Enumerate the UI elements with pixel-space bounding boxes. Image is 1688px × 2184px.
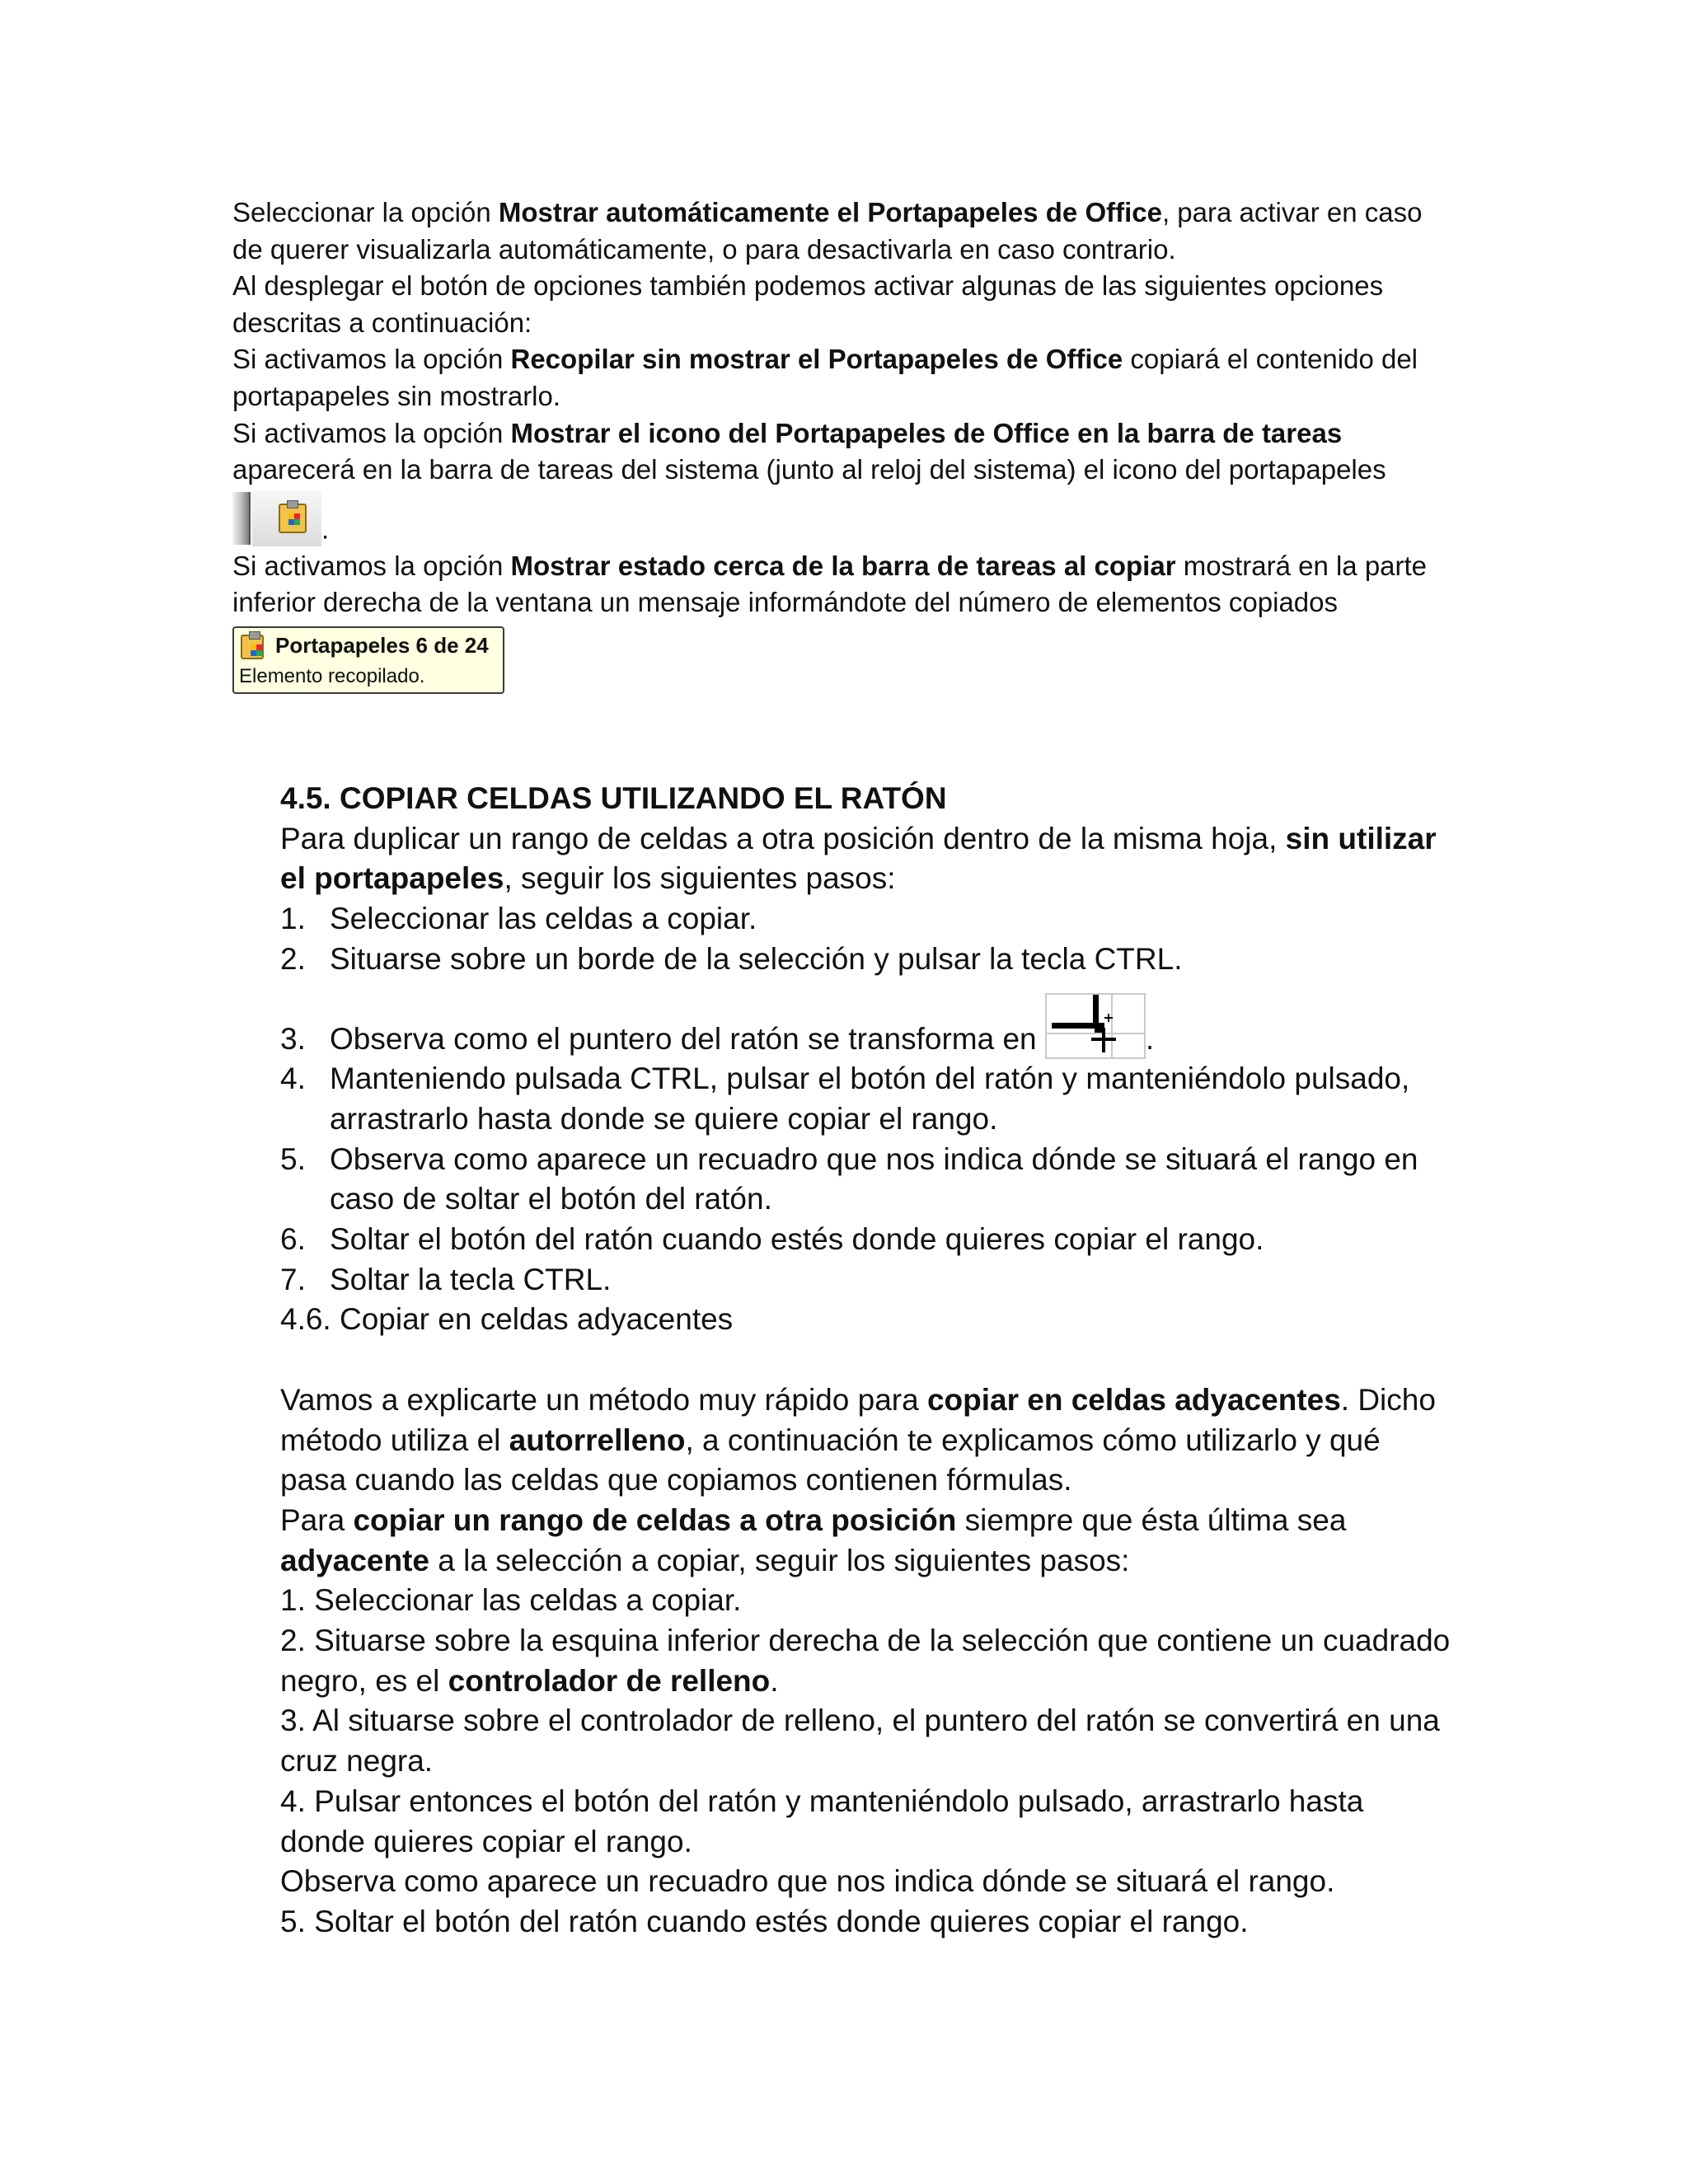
bold-option-name: Mostrar estado cerca de la barra de tareas al copiar	[510, 550, 1176, 581]
text: mostrará en la parte inferior derecha de la ventana un mensaje informándote del número de elementos copiados	[232, 550, 1428, 618]
clipboard-tray-icon	[232, 489, 321, 548]
section-intro	[280, 819, 1451, 899]
bold-option-name: Mostrar automáticamente el Portapapeles de Office	[498, 197, 1162, 227]
text: 2. Situarse sobre la esquina inferior derecha de la selección que contiene un cuadrado negro, es el	[280, 1624, 1451, 1698]
list-text: Observa como aparece un recuadro que nos indica dónde se situará el rango en caso de soltar el botón del ratón.	[330, 1141, 1418, 1216]
plus-v	[1102, 1028, 1105, 1052]
copy-cursor-icon	[1045, 993, 1146, 1059]
list-text: Observa como el puntero del ratón se transforma en	[330, 1021, 1045, 1056]
bold-text: controlador de relleno	[448, 1663, 771, 1698]
list-item	[280, 1220, 1451, 1260]
step-3: 3. Al situarse sobre el controlador de relleno, el puntero del ratón se convertirá en una cruz negra.	[280, 1704, 1440, 1779]
section-heading: 4.5. COPIAR CELDAS UTILIZANDO EL RATÓN	[280, 781, 947, 815]
list-text: Soltar el botón del ratón cuando estés donde quieres copiar el rango.	[330, 1222, 1264, 1257]
steps-list	[280, 899, 1451, 1300]
step-1: 1. Seleccionar las celdas a copiar.	[280, 1583, 742, 1618]
paragraph-auto-show	[232, 194, 1452, 268]
paragraph-copy-range	[280, 1501, 1451, 1581]
list-item	[280, 940, 1451, 980]
list-number: 2.	[280, 941, 306, 976]
top-section	[232, 194, 1452, 694]
bold-option-name: Recopilar sin mostrar el Portapapeles de Office	[510, 344, 1123, 375]
text: Si activamos la opción	[232, 550, 511, 581]
bold-text: copiar en celdas adyacentes	[926, 1382, 1341, 1417]
text: Vamos a explicarte un método muy rápido para	[280, 1382, 927, 1417]
text: , a continuación te explicamos cómo utilizarlo y qué pasa cuando las celdas que copiamos contienen fórmulas.	[280, 1422, 1381, 1497]
list-item	[280, 1260, 1451, 1301]
toast-text: Elemento recopilado.	[239, 664, 425, 687]
subheading: 4.6. Copiar en celdas adyacentes	[280, 1302, 734, 1337]
list-number: 6.	[280, 1222, 306, 1257]
border-h	[1052, 1023, 1096, 1029]
paragraph-collect	[232, 341, 1452, 415]
small-plus-v	[1108, 1014, 1109, 1022]
main-section	[280, 779, 1451, 1943]
text: Para	[280, 1502, 354, 1537]
step-4: 4. Pulsar entonces el botón del ratón y manteniéndolo pulsado, arrastrarlo hasta donde quieres copiar el rango.	[280, 1783, 1364, 1858]
taskbar-edge	[232, 492, 251, 545]
bold-text: copiar un rango de celdas a otra posición	[353, 1502, 957, 1537]
paragraph-taskbar-icon	[232, 415, 1452, 548]
list-item	[280, 1140, 1451, 1220]
text: , seguir los siguientes pasos:	[504, 861, 896, 896]
paragraph-status	[232, 548, 1452, 621]
paragraph-adjacent	[280, 1380, 1451, 1501]
text: aparecerá en la barra de tareas del sistema (junto al reloj del sistema) el icono del portapapeles	[232, 454, 1386, 485]
spacer	[280, 1340, 1451, 1380]
text: Si activamos la opción	[232, 344, 511, 375]
list-number: 3.	[280, 1021, 306, 1056]
list-number: 7.	[280, 1262, 306, 1296]
paragraph-options-intro: Al desplegar el botón de opciones también podemos activar algunas de las siguientes opciones descritas a continuación:	[232, 270, 1384, 338]
text: copiará el contenido del portapapeles sin mostrarlo.	[232, 344, 1418, 411]
text: a la selección a copiar, seguir los siguientes pasos:	[429, 1543, 1130, 1577]
list-text: Manteniendo pulsada CTRL, pulsar el botón del ratón y manteniéndolo pulsado, arrastrarlo hasta donde se quiere copiar el rango.	[330, 1062, 1410, 1136]
text: Para duplicar un rango de celdas a otra posición dentro de la misma hoja,	[280, 821, 1286, 855]
step-5: 5. Soltar el botón del ratón cuando estés donde quieres copiar el rango.	[280, 1904, 1249, 1938]
text: , para activar en caso de querer visualizarla automáticamente, o para desactivarla en caso contrario.	[232, 197, 1423, 265]
text: siempre que ésta última sea	[956, 1502, 1347, 1537]
bold-option-name: Mostrar el icono del Portapapeles de Office en la barra de tareas	[510, 417, 1343, 448]
text: Seleccionar la opción	[232, 197, 499, 227]
list-number: 4.	[280, 1062, 306, 1096]
bold-text: adyacente	[280, 1543, 429, 1577]
list-number: 5.	[280, 1141, 306, 1176]
text: Si activamos la opción	[232, 417, 511, 448]
toast-title: Portapapeles 6 de 24	[275, 632, 489, 658]
text: .	[321, 513, 330, 545]
list-item	[280, 1059, 1451, 1139]
list-text: Seleccionar las celdas a copiar.	[330, 902, 757, 936]
step-2	[280, 1621, 1451, 1701]
clipboard-icon	[241, 635, 264, 659]
step-4-note: Observa como aparece un recuadro que nos indica dónde se situará el rango.	[280, 1864, 1335, 1899]
list-item	[280, 899, 1451, 940]
bold-text: autorrelleno	[509, 1422, 686, 1457]
list-item	[280, 980, 1451, 1060]
clipboard-icon	[279, 504, 307, 533]
list-number: 1.	[280, 902, 306, 936]
list-text: Situarse sobre un borde de la selección y pulsar la tecla CTRL.	[330, 941, 1183, 976]
list-text: Soltar la tecla CTRL.	[330, 1262, 612, 1296]
clipboard-status-toast	[232, 626, 504, 694]
bold-text: sin utilizar el portapapeles	[280, 821, 1437, 896]
text: . Dicho método utiliza el	[280, 1382, 1436, 1457]
text: .	[1145, 1021, 1155, 1056]
text: .	[770, 1663, 779, 1698]
